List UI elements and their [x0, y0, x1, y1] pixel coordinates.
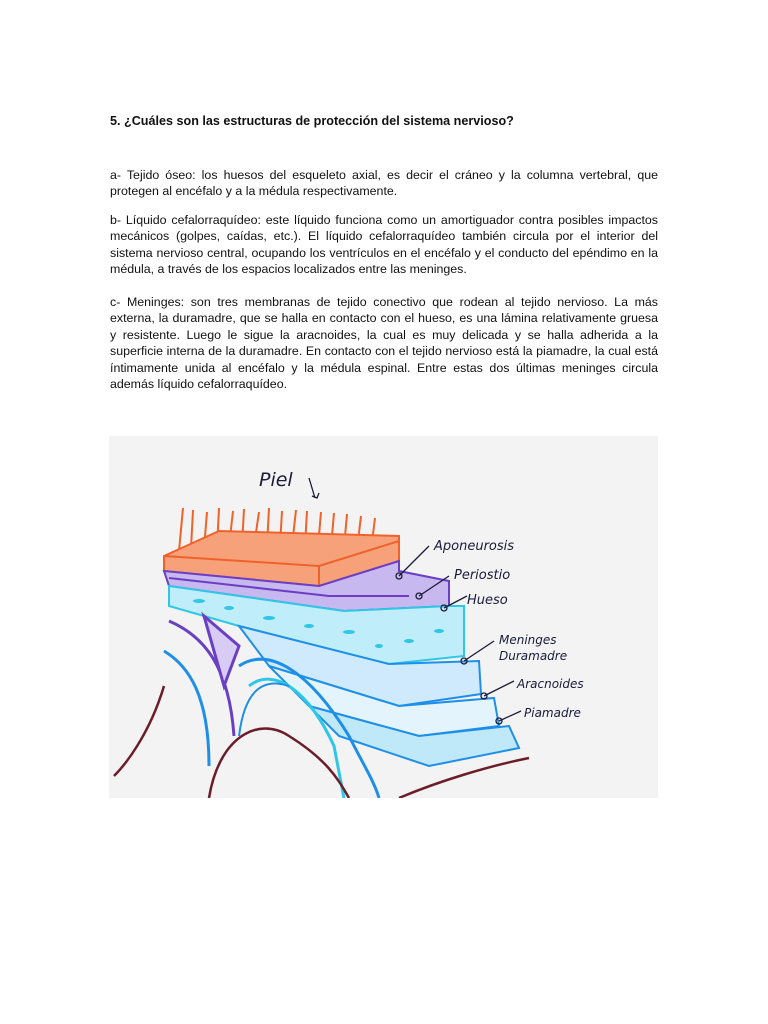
question-heading: 5. ¿Cuáles son las estructuras de protección del sistema nervioso? [110, 114, 514, 128]
label-meninges: Meninges [499, 633, 557, 647]
label-periostio: Periostio [454, 568, 511, 583]
paragraph-meninges: c- Meninges: son tres membranas de tejido conectivo que rodean al tejido nervioso. La más externa, la duramadre, que se halla en contacto con el hueso, es una lámina relativamente gruesa y resistente. Luego le sigue la aracnoides, la cual es muy delicada y se halla adherida a la superficie interna de la duramadre. En contacto con el tejido nervioso está la piamadre, la cual está íntimamente unida al encéfalo y la médula espinal. Entre estas dos últimas meninges circula además líquido cefalorraquídeo. [110, 295, 658, 392]
label-piel: Piel [259, 469, 293, 491]
label-piamadre: Piamadre [524, 706, 581, 720]
label-duramadre: Duramadre [499, 649, 568, 663]
paragraph-tejido-oseo: a- Tejido óseo: los huesos del esqueleto axial, es decir el cráneo y la columna vertebral, que protegen al encéfalo y a la médula respectivamente. [110, 168, 658, 199]
label-aracnoides: Aracnoides [517, 677, 584, 691]
paragraph-liquido-cefalorraquideo: b- Líquido cefalorraquídeo: este líquido funciona como un amortiguador contra posibles impactos mecánicos (golpes, caídas, etc.). El líquido cefalorraquídeo también circula por el interior del sistema nervioso central, ocupando los ventrículos en el encéfalo y el conducto del epéndimo en la médula, a través de los espacios localizados entre las meninges. [110, 213, 658, 277]
label-hueso: Hueso [467, 593, 508, 608]
label-aponeurosis: Aponeurosis [434, 539, 515, 554]
meninges-drawing [109, 436, 658, 798]
meninges-diagram [109, 436, 658, 798]
